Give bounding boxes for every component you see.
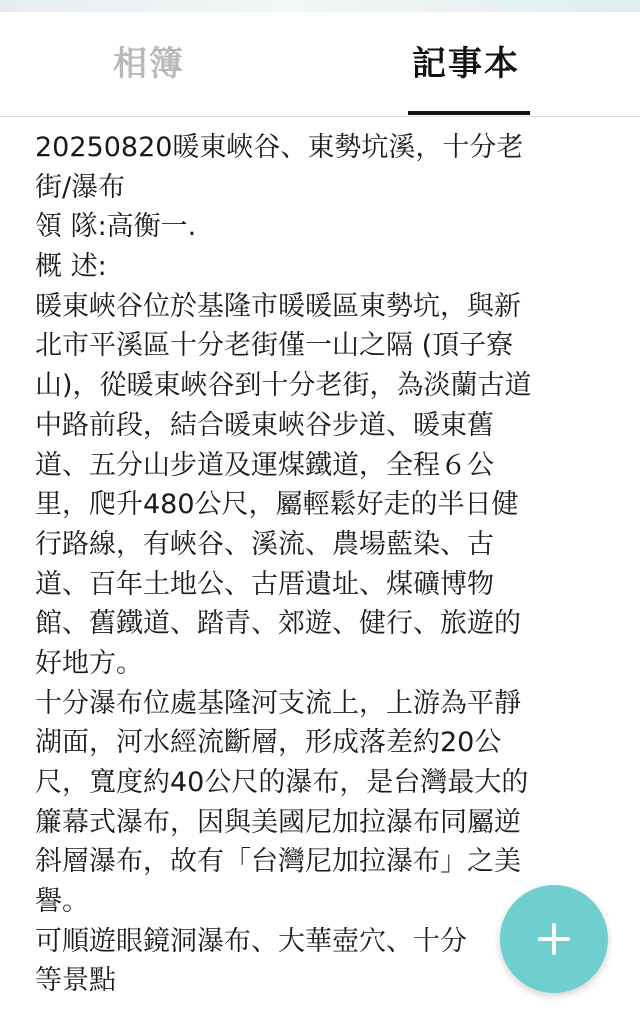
note-line: 好地方。 xyxy=(35,647,143,679)
note-line: 斜層瀑布，故有「台灣尼加拉瀑布」之美 xyxy=(35,846,521,878)
note-line: 20250820暖東峽谷、東勢坑溪，十分老 xyxy=(35,132,524,163)
note-line: 概 述: xyxy=(35,251,107,283)
note-line: 等景點 xyxy=(35,965,116,997)
note-line: 道、百年土地公、古厝遺址、煤礦博物 xyxy=(35,568,494,600)
note-line: 暖東峽谷位於基隆市暖暖區東勢坑，與新 xyxy=(35,290,521,322)
note-line: 北市平溪區十分老街僅一山之隔 (頂子寮 xyxy=(35,330,514,362)
tab-notebook[interactable]: 記事本 xyxy=(412,44,520,84)
tab-album[interactable]: 相簿 xyxy=(113,44,185,84)
note-line: 里，爬升480公尺，屬輕鬆好走的半日健 xyxy=(35,489,519,521)
note-line: 可順遊眼鏡洞瀑布、大華壺穴、十分 xyxy=(35,925,467,957)
tab-bar xyxy=(0,12,640,117)
note-line: 領 隊:高衡一. xyxy=(35,211,197,243)
note-line: 湖面，河水經流斷層，形成落差約20公 xyxy=(35,727,502,759)
note-line: 尺，寬度約40公尺的瀑布，是台灣最大的 xyxy=(35,767,529,798)
note-line: 山)，從暖東峽谷到十分老街，為淡蘭古道 xyxy=(35,370,532,402)
note-line: 中路前段，結合暖東峽谷步道、暖東舊 xyxy=(35,409,494,441)
note-line: 譽。 xyxy=(35,886,89,918)
note-line: 館、舊鐵道、踏青、郊遊、健行、旅遊的 xyxy=(35,608,521,640)
add-note-button[interactable] xyxy=(500,885,608,993)
note-content xyxy=(35,128,600,1001)
note-line: 街/瀑布 xyxy=(35,171,126,203)
top-decorative-strip xyxy=(0,0,640,12)
note-line: 簾幕式瀑布，因與美國尼加拉瀑布同屬逆 xyxy=(35,806,521,838)
note-line: 道、五分山步道及運煤鐵道，全程６公 xyxy=(35,449,494,481)
note-line: 行路線，有峽谷、溪流、農場藍染、古 xyxy=(35,528,494,560)
note-line: 十分瀑布位處基隆河支流上，上游為平靜 xyxy=(35,687,521,719)
active-tab-indicator xyxy=(408,111,530,115)
